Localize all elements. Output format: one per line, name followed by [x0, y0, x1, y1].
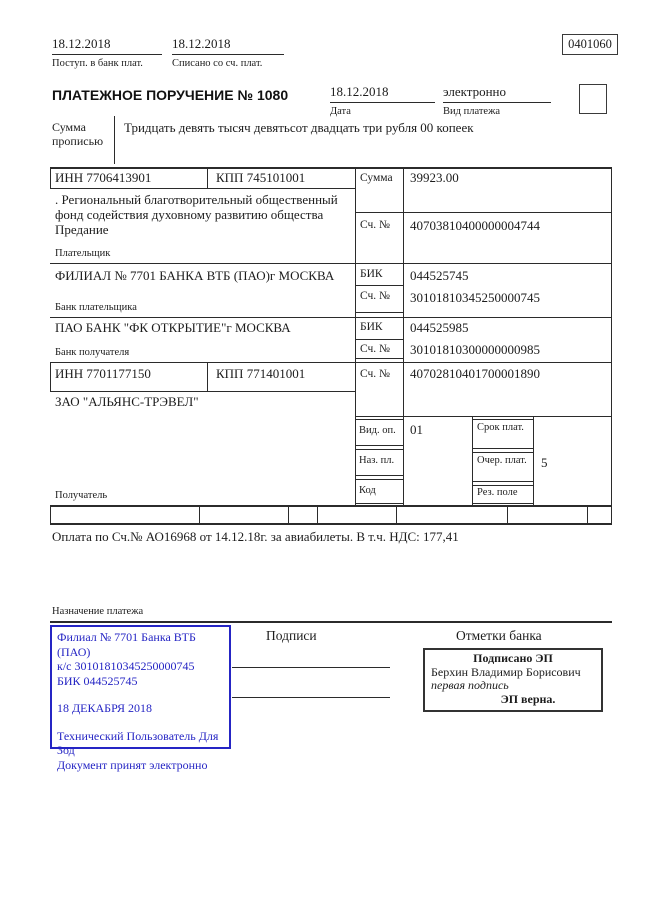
- op-priority-label: Очер. плат.: [477, 455, 527, 466]
- form-code-box: 0401060: [562, 34, 618, 55]
- payee-bank-bik-label: БИК: [360, 321, 383, 333]
- bank-marks-label: Отметки банка: [456, 628, 542, 643]
- purpose-section-label: Назначение платежа: [52, 606, 144, 617]
- bottom-row-div-4: [396, 505, 397, 523]
- table-vline-inn-kpp-1: [207, 167, 208, 188]
- payer-bank-bik-label: БИК: [360, 268, 383, 280]
- payer-kpp: КПП 745101001: [216, 170, 306, 185]
- amount-words-divider: [114, 116, 115, 164]
- received-date-value: 18.12.2018: [52, 36, 162, 55]
- stamp-title: Подписано ЭП: [473, 651, 553, 665]
- op-purpose-label: Наз. пл.: [359, 455, 395, 466]
- table-line-label-2: [355, 285, 403, 286]
- stamp-signer-name: Берхин Владимир Борисович: [431, 664, 581, 679]
- signature-stamp-box: [423, 648, 603, 712]
- received-date-label: Поступ. в банк плат.: [52, 58, 143, 69]
- amount-words-value: Тридцать девять тысяч девятьсот двадцать три рубля 00 копеек: [124, 120, 474, 135]
- payer-bank-name: ФИЛИАЛ № 7701 БАНКА ВТБ (ПАО)г МОСКВА: [55, 268, 335, 283]
- payee-bank-account-label: Сч. №: [360, 343, 391, 355]
- debited-date-value: 18.12.2018: [172, 36, 284, 55]
- payee-bank-section-label: Банк получателя: [55, 347, 130, 358]
- payee-kpp: КПП 771401001: [216, 366, 306, 381]
- payer-bank-account-label: Сч. №: [360, 290, 391, 302]
- stamp-subtitle: первая подпись: [431, 678, 509, 692]
- bottom-row-div-6: [587, 505, 588, 523]
- amount-words-label: Сумма прописью: [52, 120, 104, 148]
- debited-date-field: [172, 36, 284, 69]
- payer-bank-section-label: Банк плательщика: [55, 302, 137, 313]
- payment-type-value: электронно: [443, 84, 551, 103]
- bank-blue-stamp: [50, 625, 231, 772]
- signatures-label: Подписи: [266, 628, 317, 643]
- table-line-inn-row: [50, 188, 355, 189]
- table-line-sum-cell: [403, 212, 612, 213]
- date-label: Дата: [330, 106, 351, 117]
- amount-value: 39923.00: [410, 170, 459, 185]
- amount-label: Сумма: [360, 172, 393, 184]
- payee-bank-bik-value: 044525985: [410, 320, 469, 335]
- purpose-text: Оплата по Сч.№ АО16968 от 14.12.18г. за авиабилеты. В т.ч. НДС: 177,41: [52, 529, 459, 544]
- table-line-label-3: [355, 312, 403, 313]
- op-vline-2: [533, 417, 534, 505]
- payer-bank-account-value: 30101810345250000745: [410, 290, 540, 305]
- bottom-row-div-1: [199, 505, 200, 523]
- payer-name: . Региональный благотворительный общественный фонд содействия духовному развитию общества Предание: [55, 192, 338, 237]
- table-vline-inn-kpp-2: [207, 362, 208, 391]
- bottom-row-div-3: [317, 505, 318, 523]
- payee-bank-account-value: 30101810300000000985: [410, 342, 540, 357]
- payee-name: ЗАО "АЛЬЯНС-ТРЭВЕЛ": [55, 394, 199, 409]
- bottom-row-div-2: [288, 505, 289, 523]
- op-term-label: Срок плат.: [477, 422, 524, 433]
- op-code-label: Код: [359, 485, 376, 496]
- payee-section-label: Получатель: [55, 490, 108, 501]
- signature-line-2: [232, 697, 390, 698]
- table-border-bottom: [50, 523, 612, 525]
- table-line-payee-bank: [50, 362, 612, 363]
- table-vline-left-3: [50, 505, 51, 523]
- table-line-label-5: [355, 358, 403, 359]
- payee-account-value: 40702810401700001890: [410, 366, 540, 381]
- table-line-label-4: [355, 339, 403, 340]
- blue-stamp-line6: Документ принят электронно: [57, 757, 208, 772]
- received-date-field: [52, 36, 162, 69]
- blue-stamp-line4: 18 ДЕКАБРЯ 2018: [57, 701, 152, 715]
- payment-type-label: Вид платежа: [443, 106, 501, 117]
- date-value: 18.12.2018: [330, 84, 435, 103]
- payer-account-value: 40703810400000004744: [410, 218, 540, 233]
- table-line-payee-inn: [50, 391, 355, 392]
- table-vline-left-1: [50, 167, 51, 188]
- payee-bank-name: ПАО БАНК "ФК ОТКРЫТИЕ"г МОСКВА: [55, 320, 291, 335]
- blue-stamp-line5: Технический Пользователь Для Зод: [57, 728, 219, 757]
- blue-stamp-line3: БИК 044525745: [57, 673, 138, 688]
- op-priority-value: 5: [541, 455, 548, 470]
- table-vline-left-2: [50, 362, 51, 391]
- signature-line-1: [232, 667, 390, 668]
- bottom-row-div-5: [507, 505, 508, 523]
- document-title: ПЛАТЕЖНОЕ ПОРУЧЕНИЕ № 1080: [52, 87, 289, 103]
- op-type-label: Вид. оп.: [359, 425, 396, 436]
- table-line-payer: [50, 263, 612, 264]
- payer-account-label: Сч. №: [360, 219, 391, 231]
- status-checkbox: [579, 84, 607, 114]
- operation-subtable: [355, 417, 612, 505]
- stamp-verified: ЭП верна.: [500, 691, 556, 706]
- payer-section-label: Плательщик: [55, 248, 111, 259]
- debited-date-label: Списано со сч. плат.: [172, 58, 263, 69]
- table-line-label-1: [355, 212, 403, 213]
- table-border-top: [50, 167, 612, 169]
- payer-bank-bik-value: 044525745: [410, 268, 469, 283]
- op-type-value: 01: [410, 422, 423, 437]
- payee-inn: ИНН 7701177150: [55, 366, 151, 381]
- blue-stamp-line2: к/с 30101810345250000745: [57, 659, 195, 673]
- table-line-bottom-row-top: [50, 505, 612, 507]
- payer-inn: ИНН 7706413901: [55, 170, 152, 185]
- op-reserve-label: Рез. поле: [477, 487, 518, 498]
- footer-divider: [50, 621, 612, 623]
- date-field: [330, 84, 435, 117]
- payee-account-label: Сч. №: [360, 368, 391, 380]
- payment-type-field: [443, 84, 551, 117]
- table-line-payer-bank: [50, 317, 612, 318]
- blue-stamp-line1: Филиал № 7701 Банка ВТБ (ПАО): [57, 630, 196, 659]
